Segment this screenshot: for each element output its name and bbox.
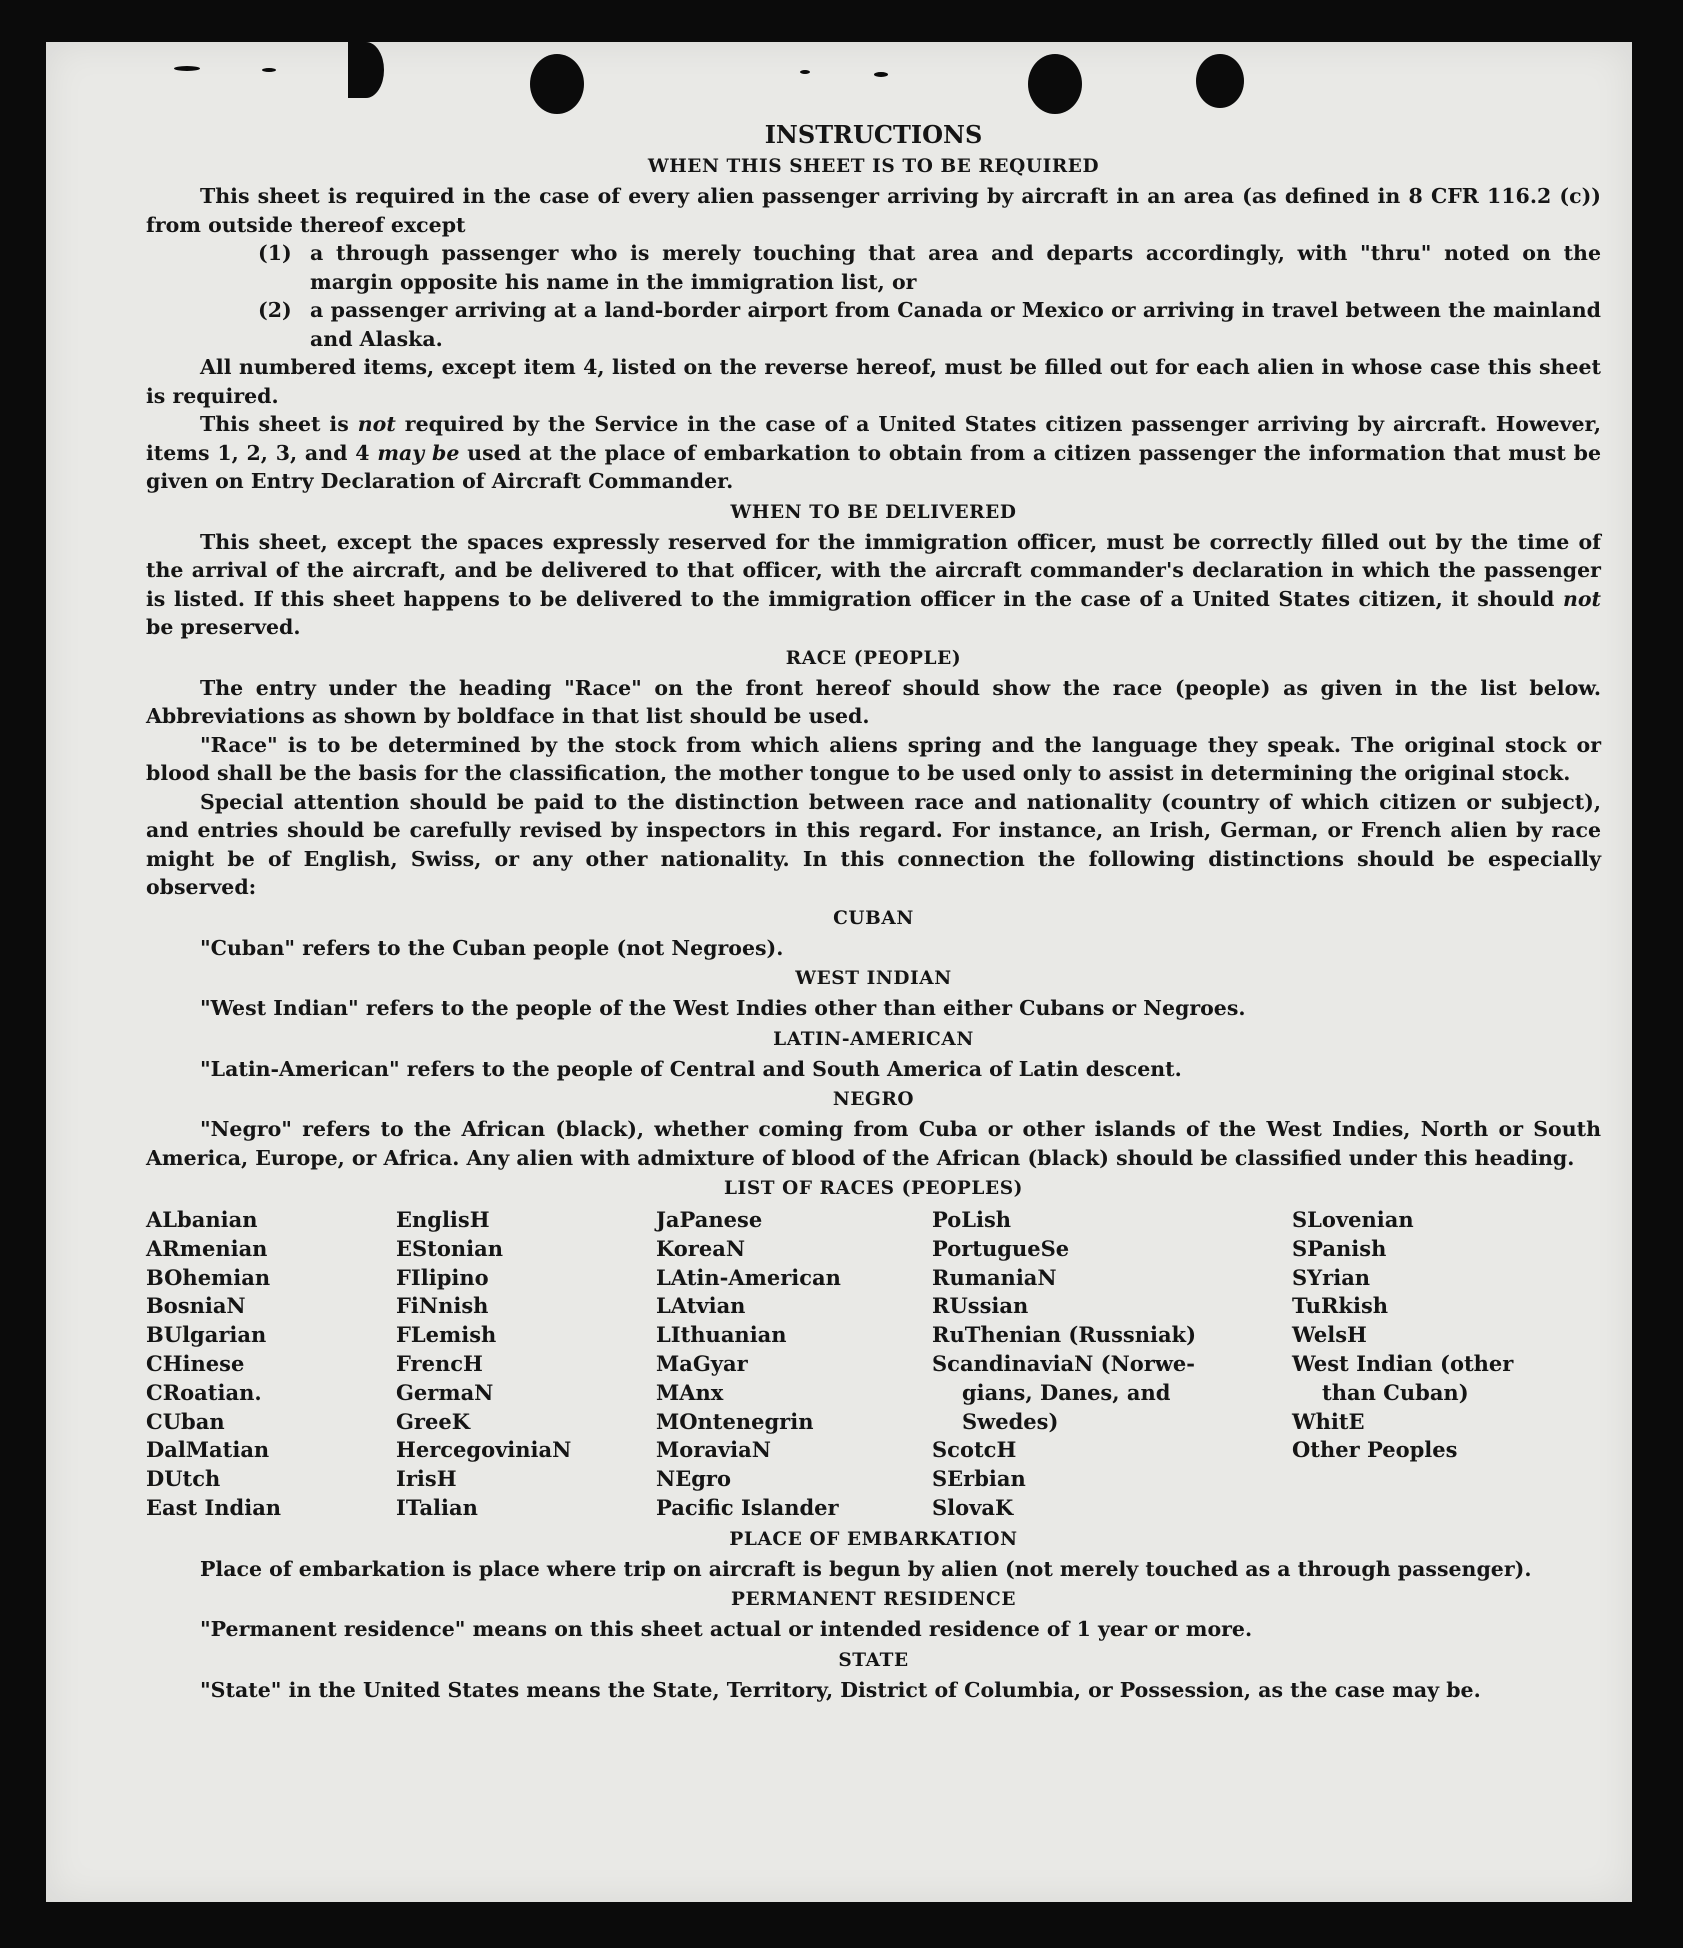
race-entry: MaGyar — [656, 1350, 748, 1376]
section-heading: WHEN TO BE DELIVERED — [730, 501, 1017, 523]
paragraph: "Permanent residence" means on this sheet actual or intended residence of 1 year or more. — [200, 1617, 1253, 1642]
section-heading: PERMANENT RESIDENCE — [730, 1589, 1017, 1611]
race-entry: EStonian — [396, 1235, 503, 1261]
paragraph: This sheet is required in the case of every alien passenger arriving by aircraft in an area (as defined in 8 CFR 116.2 (c)) from outside thereof except — [146, 184, 1601, 237]
section-heading: NEGRO — [832, 1089, 915, 1110]
race-entry: FiNnish — [396, 1293, 489, 1319]
race-entry: RuThenian (Russniak) — [932, 1322, 1197, 1348]
punch-hole — [530, 54, 584, 114]
ink-mark — [874, 72, 888, 77]
race-entry: West Indian (other — [1292, 1350, 1514, 1376]
race-entry: KoreaN — [656, 1235, 746, 1261]
race-column — [396, 1206, 656, 1523]
race-entry: ScandinaviaN (Norwe- — [932, 1350, 1196, 1376]
item-number: (1) — [258, 241, 292, 265]
race-column — [146, 1206, 396, 1523]
list-item — [146, 296, 1601, 353]
race-entry: MoraviaN — [656, 1437, 771, 1463]
race-entry: Pacific Islander — [656, 1494, 839, 1520]
race-entry: WhitE — [1292, 1408, 1365, 1434]
paragraph: Special attention should be paid to the distinction between race and nationality (country of which citizen or subject), and entries should be carefully revised by inspectors in this regard. For instance, an Irish, German, or French alien by race might be of English, Swiss, or any other nationality. In this connection the following distinctions should be especially observed: — [146, 789, 1601, 899]
punch-hole — [1028, 54, 1082, 114]
document-page — [46, 42, 1632, 1902]
race-entry: LIthuanian — [656, 1322, 787, 1348]
race-entry: PortugueSe — [932, 1235, 1070, 1261]
race-entry: FrencH — [396, 1350, 483, 1376]
paragraph: "Latin-American" refers to the people of Central and South America of Latin descent. — [200, 1056, 1182, 1081]
paragraph: "West Indian" refers to the people of the West Indies other than either Cubans or Negroes. — [200, 996, 1246, 1020]
page-title: INSTRUCTIONS — [764, 120, 983, 149]
race-entry: PoLish — [932, 1207, 1012, 1232]
item-text: a passenger arriving at a land-border airport from Canada or Mexico or arriving in travel between the mainland and Alaska. — [310, 298, 1601, 351]
race-entry: DUtch — [146, 1466, 221, 1492]
section-heading: WHEN THIS SHEET IS TO BE REQUIRED — [647, 156, 1100, 177]
race-entry: EnglisH — [396, 1207, 490, 1232]
list-item — [146, 239, 1601, 296]
race-entry: CUban — [146, 1408, 225, 1434]
paragraph: "Negro" refers to the African (black), whether coming from Cuba or other islands of the West Indies, North or South America, Europe, or Africa. Any alien with admixture of blood of the African (black) should be classified under this heading. — [146, 1117, 1601, 1170]
race-entry: IrisH — [396, 1466, 457, 1492]
race-list — [146, 1206, 1601, 1523]
race-entry: ScotcH — [932, 1437, 1017, 1463]
race-entry: CHinese — [146, 1350, 245, 1376]
race-entry: gians, Danes, and — [962, 1379, 1171, 1405]
paragraph: The entry under the heading "Race" on the front hereof should show the race (people) as given in the list below. Abbreviations as shown by boldface in that list should be used. — [146, 675, 1601, 728]
section-heading: STATE — [838, 1649, 909, 1671]
race-entry: RUssian — [932, 1293, 1029, 1319]
race-entry: Other Peoples — [1292, 1437, 1458, 1463]
race-entry: GermaN — [396, 1379, 494, 1405]
paragraph: "Cuban" refers to the Cuban people (not Negroes). — [200, 935, 784, 960]
section-heading: CUBAN — [833, 907, 914, 929]
race-entry: SPanish — [1292, 1235, 1387, 1261]
race-entry: WelsH — [1292, 1322, 1367, 1348]
punch-hole — [1196, 54, 1244, 108]
race-column — [932, 1206, 1292, 1523]
race-entry: ALbanian — [146, 1207, 258, 1232]
race-column — [1292, 1206, 1552, 1523]
race-entry: ITalian — [396, 1494, 478, 1520]
ink-mark — [800, 70, 810, 74]
section-heading: LIST OF RACES (PEOPLES) — [723, 1178, 1024, 1199]
race-entry: FLemish — [396, 1322, 497, 1348]
ink-mark — [262, 68, 276, 72]
race-entry: MAnx — [656, 1379, 724, 1405]
race-entry: DalMatian — [146, 1437, 270, 1463]
race-entry: TuRkish — [1292, 1293, 1389, 1319]
race-entry: LAtin-American — [656, 1264, 841, 1290]
race-entry: than Cuban) — [1322, 1379, 1469, 1405]
paragraph: "Race" is to be determined by the stock from which aliens spring and the language they speak. The original stock or blood shall be the basis for the classification, the mother tongue to be used only to assist in determining the original stock. — [146, 732, 1601, 785]
race-entry: HercegoviniaN — [396, 1437, 572, 1463]
race-entry: GreeK — [396, 1408, 470, 1434]
race-column — [656, 1206, 932, 1523]
paragraph: This sheet, except the spaces expressly reserved for the immigration officer, must be correctly filled out by the time of the arrival of the aircraft, and be delivered to that officer, with the aircraft commander's declaration in which the passenger is listed. If this sheet happens to be delivered to the immigration officer in the case of a United States citizen, it should not be preserved. — [146, 529, 1601, 639]
race-entry: East Indian — [146, 1494, 282, 1520]
paragraph: "State" in the United States means the State, Territory, District of Columbia, or Possession, as the case may be. — [200, 1677, 1481, 1702]
instructions-body — [146, 120, 1601, 1704]
ink-mark — [174, 66, 200, 71]
race-entry: RumaniaN — [932, 1264, 1057, 1290]
section-heading: RACE (PEOPLE) — [785, 647, 962, 669]
race-entry: CRoatian. — [146, 1379, 262, 1405]
race-entry: SLovenian — [1292, 1207, 1414, 1232]
race-entry: MOntenegrin — [656, 1408, 814, 1434]
item-text: a through passenger who is merely touching that area and departs accordingly, with "thru" noted on the margin opposite his name in the immigration list, or — [310, 241, 1601, 294]
item-number: (2) — [258, 298, 292, 322]
paragraph: Place of embarkation is place where trip on aircraft is begun by alien (not merely touched as a through passenger). — [200, 1556, 1532, 1581]
race-entry: BOhemian — [146, 1264, 271, 1290]
race-entry: BUlgarian — [146, 1322, 267, 1348]
race-entry: ARmenian — [146, 1235, 268, 1261]
race-entry: JaPanese — [656, 1207, 763, 1232]
race-entry: SYrian — [1292, 1264, 1371, 1290]
section-heading: LATIN-AMERICAN — [773, 1028, 974, 1050]
race-entry: FIlipino — [396, 1264, 489, 1290]
section-heading: WEST INDIAN — [795, 968, 952, 989]
race-entry: Swedes) — [962, 1408, 1059, 1434]
race-entry: BosniaN — [146, 1293, 246, 1319]
section-heading: PLACE OF EMBARKATION — [729, 1528, 1018, 1550]
punch-hole — [348, 42, 384, 98]
paragraph: All numbered items, except item 4, listed on the reverse hereof, must be filled out for each alien in whose case this sheet is required. — [146, 355, 1601, 408]
race-entry: NEgro — [656, 1466, 731, 1492]
race-entry: SErbian — [932, 1466, 1026, 1492]
paragraph: This sheet is not required by the Service in the case of a United States citizen passenger arriving by aircraft. However, items 1, 2, 3, and 4 may be used at the place of embarkation to obtain from a citizen passenger the information that must be given on Entry Declaration of Aircraft Commander. — [146, 412, 1601, 493]
race-entry: SlovaK — [932, 1494, 1014, 1520]
race-entry: LAtvian — [656, 1293, 746, 1319]
